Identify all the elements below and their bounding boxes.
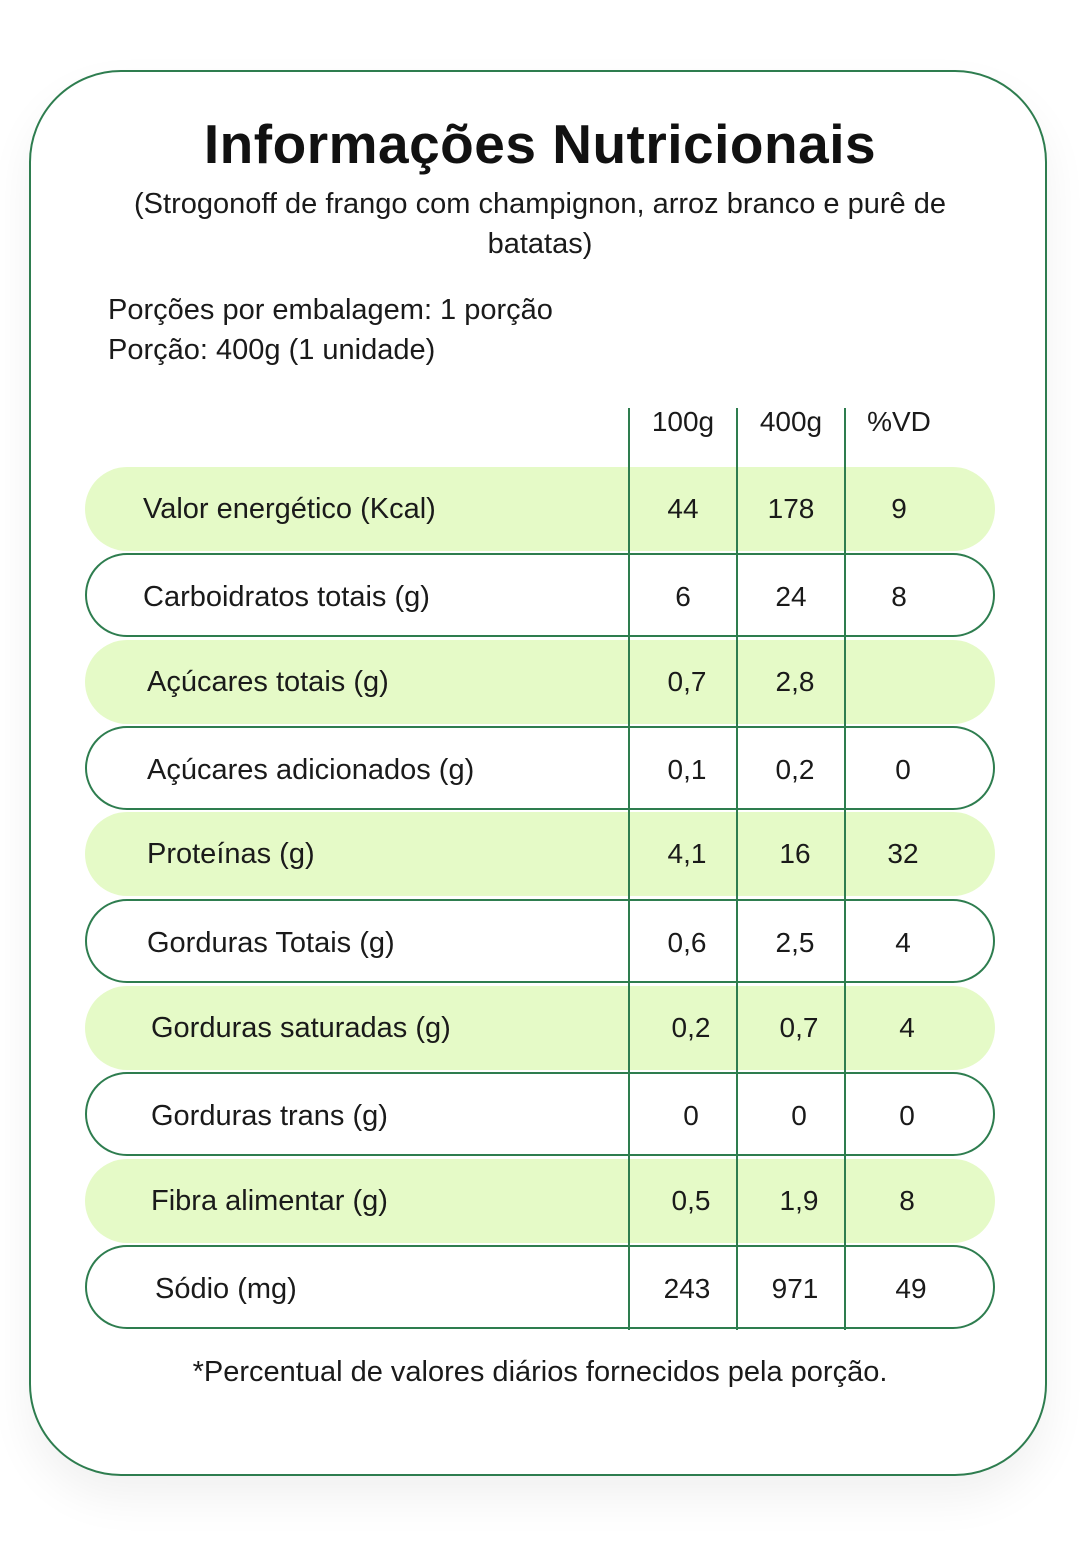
value-400g: 1,9 [779,1185,819,1216]
value-100g: 0,2 [671,1012,711,1043]
value-vd: 0 [895,754,911,785]
table-row [85,553,995,637]
value-400g: 0 [791,1100,807,1131]
nutrient-label: Açúcares adicionados (g) [147,754,475,786]
product-description: (Strogonoff de frango com champignon, arroz branco e purê de batatas) [134,188,946,260]
value-400g: 2,5 [775,927,815,958]
nutrient-label: Valor energético (Kcal) [143,493,436,525]
table-row [85,812,995,896]
serving-info [108,290,553,370]
value-100g: 243 [663,1273,711,1304]
footnote: *Percentual de valores diários fornecidos pela porção. [192,1356,888,1388]
nutrient-label: Fibra alimentar (g) [151,1185,388,1217]
value-400g: 2,8 [775,666,815,697]
column-divider [628,408,630,1330]
value-vd: 49 [895,1273,927,1304]
value-100g: 6 [675,581,691,612]
column-header-400g: 400g [759,406,823,437]
nutrient-label: Gorduras trans (g) [151,1100,388,1132]
table-row [85,640,995,724]
value-100g: 4,1 [667,838,707,869]
table-row [85,467,995,551]
nutrient-label: Gorduras saturadas (g) [151,1012,451,1044]
page-title: Informações Nutricionais [203,113,877,175]
table-row [85,1159,995,1243]
nutrient-label: Carboidratos totais (g) [143,581,430,613]
table-row [85,1072,995,1156]
nutrient-label: Açúcares totais (g) [147,666,389,698]
nutrient-label: Proteínas (g) [147,838,315,870]
servings-per-package: Porções por embalagem: 1 porção [108,294,553,326]
value-400g: 24 [775,581,807,612]
value-vd: 32 [887,838,919,869]
table-row [85,726,995,810]
value-100g: 0,7 [667,666,707,697]
column-divider [844,408,846,1330]
value-vd: 4 [899,1012,915,1043]
value-vd: 9 [891,493,907,524]
value-vd: 0 [899,1100,915,1131]
value-vd: 4 [895,927,911,958]
value-400g: 971 [771,1273,819,1304]
table-row [85,899,995,983]
value-400g: 0,7 [779,1012,819,1043]
value-100g: 0,6 [667,927,707,958]
table-row [85,1245,995,1329]
nutrient-label: Sódio (mg) [155,1273,297,1305]
nutrient-label: Gorduras Totais (g) [147,927,395,959]
column-divider [736,408,738,1330]
value-100g: 0 [683,1100,699,1131]
value-vd [850,640,956,724]
value-100g: 0,5 [671,1185,711,1216]
serving-size: Porção: 400g (1 unidade) [108,334,436,366]
value-400g: 0,2 [775,754,815,785]
value-100g: 44 [667,493,699,524]
value-vd: 8 [899,1185,915,1216]
value-100g: 0,1 [667,754,707,785]
table-row [85,986,995,1070]
value-vd: 8 [891,581,907,612]
value-400g: 16 [779,838,811,869]
column-header-vd: %VD [867,406,931,437]
value-400g: 178 [767,493,815,524]
column-header-100g: 100g [651,406,715,437]
